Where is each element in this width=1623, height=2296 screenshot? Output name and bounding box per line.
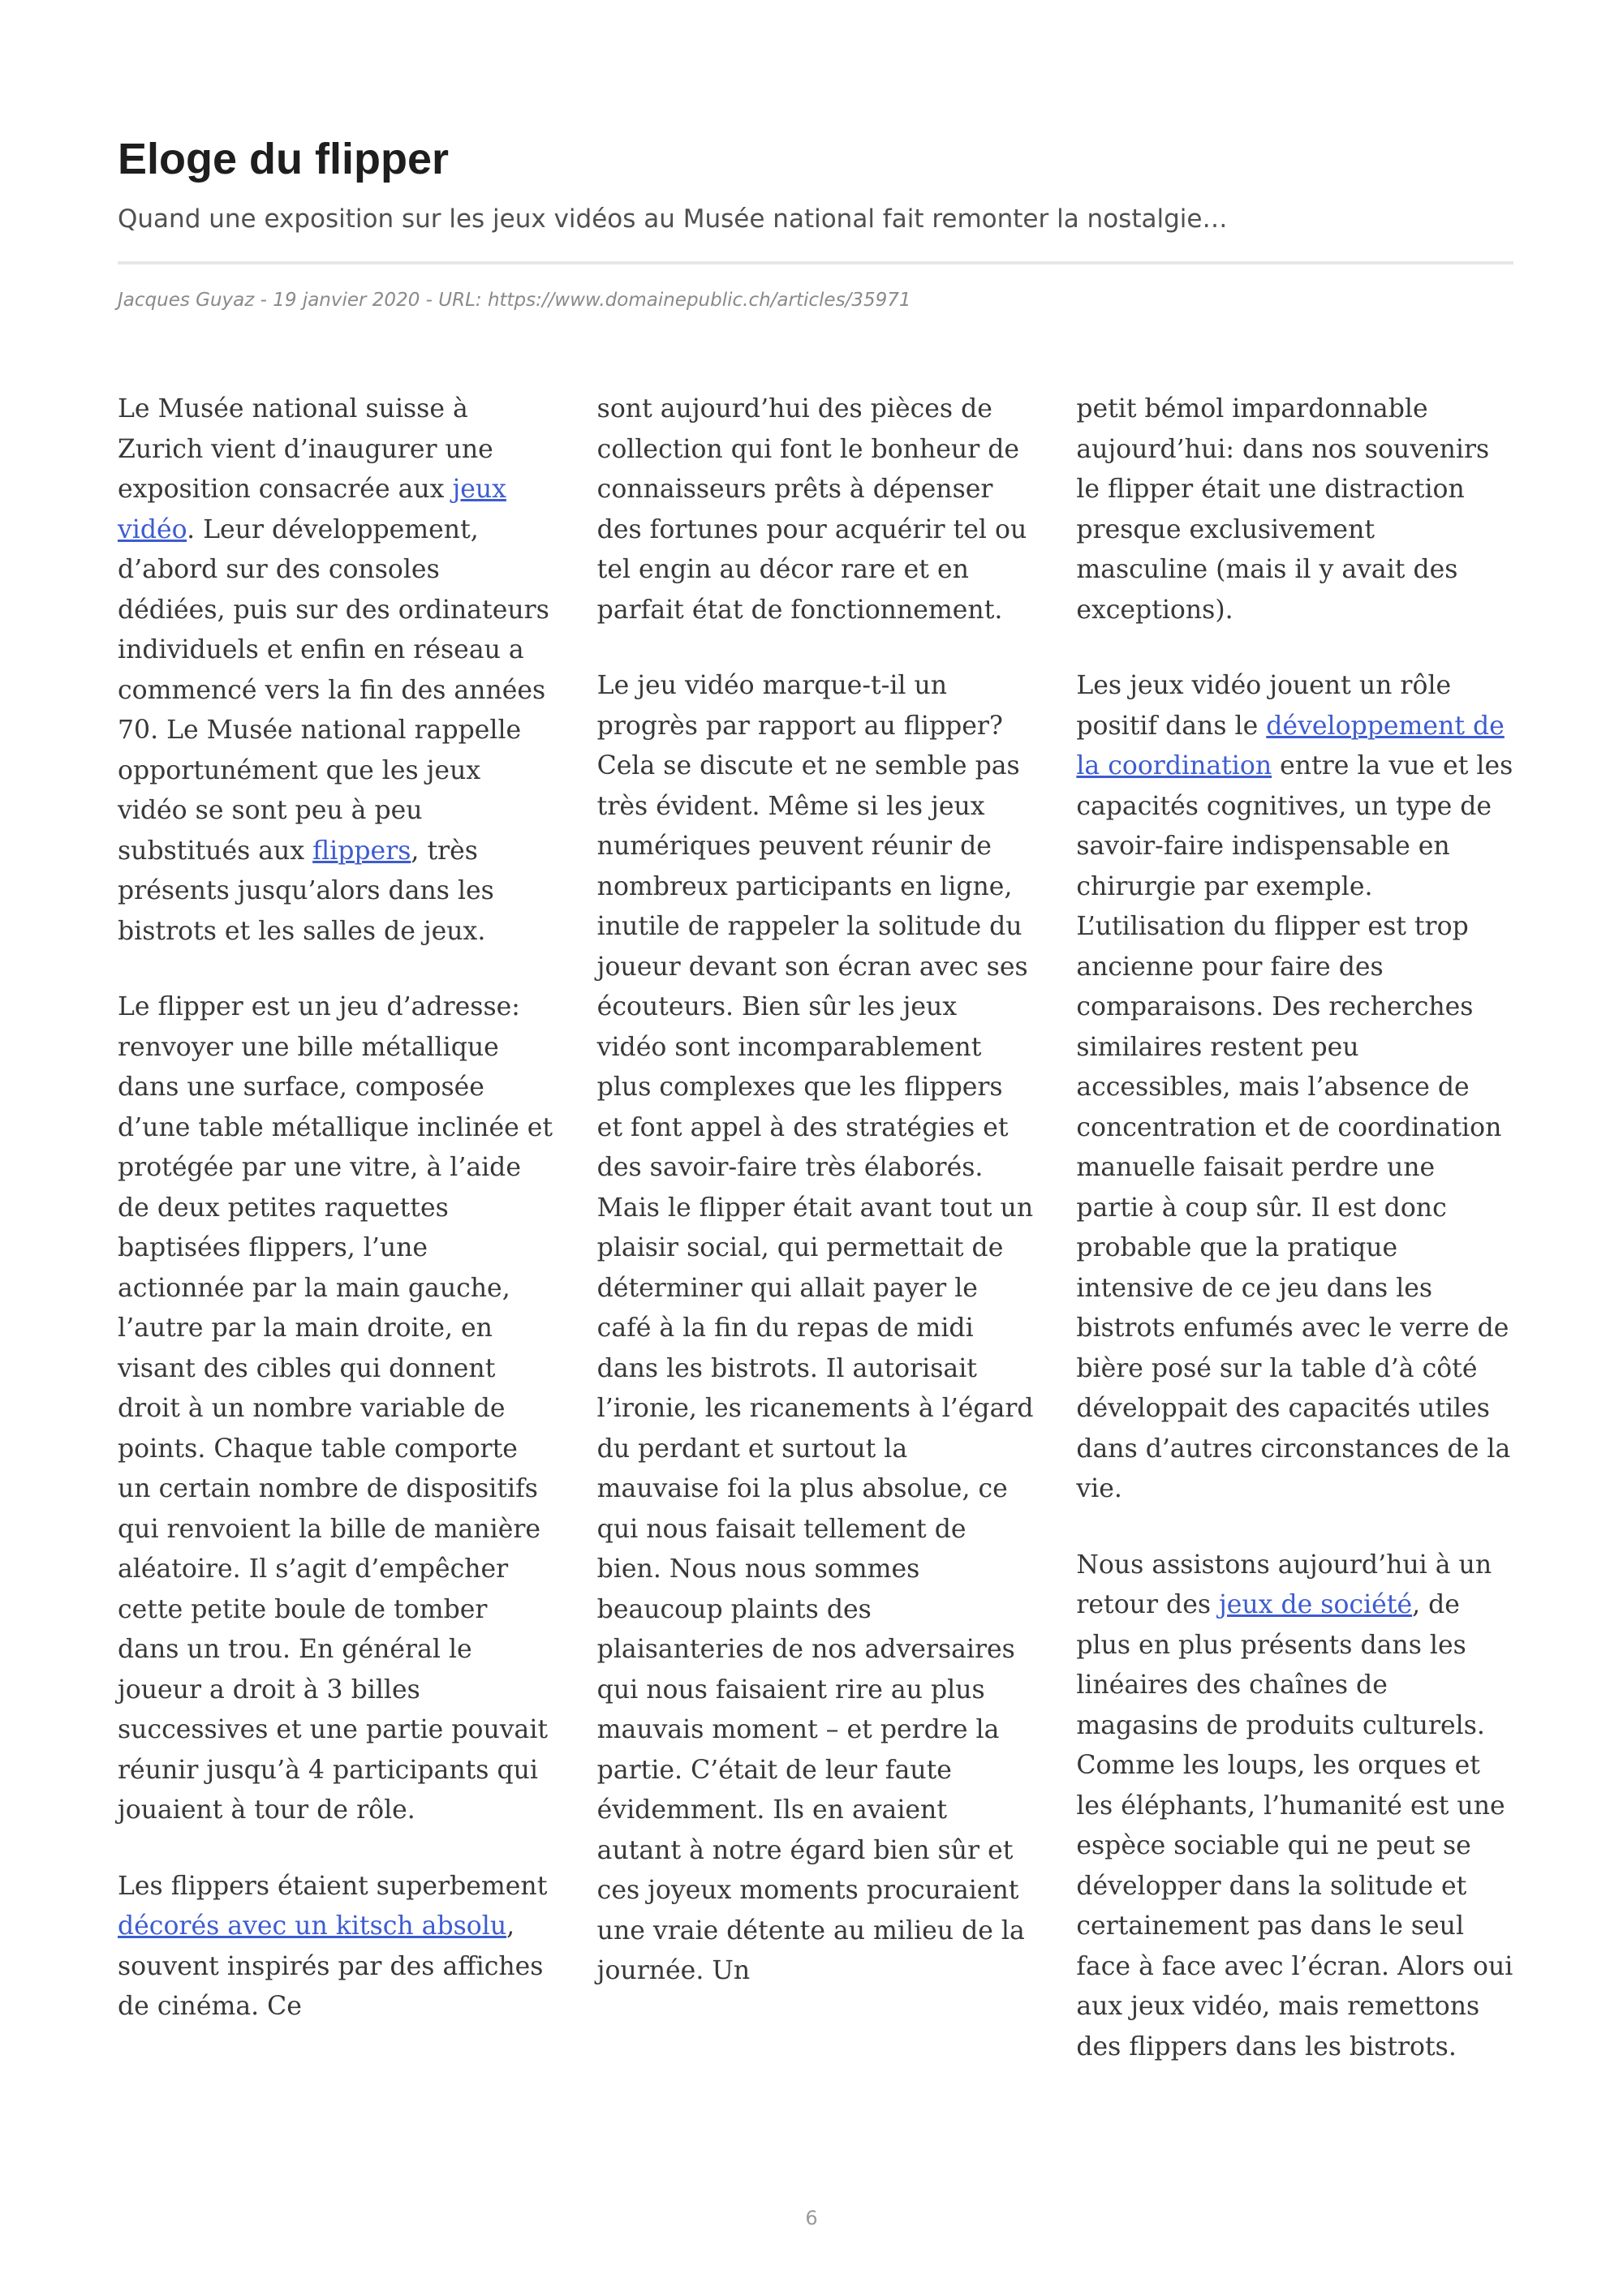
text-run: entre la vue et les capacités cognitives, un type de savoir-faire indispensable en chirurgie par exemple. L’utilisation du flipper est trop ancienne pour faire des comparaisons. Des recherches similaires restent peu accessibles, mais l’absence de concentration et de coordination manuelle faisait perdre une partie à coup sûr. Il est donc probable que la pratique intensive de ce jeu dans les bistrots enfumés avec le verre de bière posé sur la table d’à côté développait des capacités utiles dans d’autres circonstances de la vie. bbox=[1076, 751, 1513, 1503]
article-body bbox=[118, 389, 1513, 2109]
column-2 bbox=[597, 389, 1035, 2109]
paragraph: petit bémol impardonnable aujourd’hui: dans nos souvenirs le flipper était une distraction presque exclusivement masculine (mais il y avait des exceptions). bbox=[1076, 394, 1490, 625]
link-flippers[interactable]: flippers bbox=[312, 836, 411, 866]
link-jeux-video[interactable]: jeux vidéo bbox=[118, 475, 506, 544]
paragraph bbox=[1076, 666, 1513, 1510]
text-run: , très présents jusqu’alors dans les bistrots et les salles de jeux. bbox=[118, 836, 494, 946]
paragraph bbox=[1076, 1546, 1513, 2068]
article-header bbox=[118, 130, 1513, 313]
text-run: Les jeux vidéo jouent un rôle positif dans le bbox=[1076, 671, 1452, 741]
page-number: 6 bbox=[805, 2207, 818, 2229]
article-subtitle: Quand une exposition sur les jeux vidéos au Musée national fait remonter la nostalgie… bbox=[118, 204, 1228, 234]
text-run: . Leur développement, d’abord sur des consoles dédiées, puis sur des ordinateurs individuels et enfin en réseau a commencé vers la fin des années 70. Le Musée national rappelle opportunément que les jeux vidéo se sont peu à peu substitués aux bbox=[118, 514, 549, 866]
text-run: , souvent inspirés par des affiches de cinéma. Ce bbox=[118, 1911, 544, 2021]
text-run: Le Musée national suisse à Zurich vient d’inaugurer une exposition consacrée aux bbox=[118, 394, 493, 504]
link-developpement-coordination[interactable]: développement de la coordination bbox=[1076, 711, 1505, 780]
article-title: Eloge du flipper bbox=[118, 135, 450, 183]
link-decores-kitsch[interactable]: décorés avec un kitsch absolu bbox=[118, 1911, 507, 1941]
text-run: , de plus en plus présents dans les linéaires des chaînes de magasins de produits culturels. Comme les loups, les orques et les éléphants, l’humanité est une espèce sociable qui ne peut se développer dans la solitude et certainement pas dans le seul face à face avec l’écran. Alors oui aux jeux vidéo, mais remettons des flippers dans les bistrots. bbox=[1076, 1590, 1513, 2062]
text-run: Nous assistons aujourd’hui à un retour des bbox=[1076, 1550, 1492, 1619]
paragraph: Le jeu vidéo marque-t-il un progrès par rapport au flipper? Cela se discute et ne semble pas très évident. Même si les jeux numériques peuvent réunir de nombreux participants en ligne, inutile de rappeler la solitude du joueur devant son écran avec ses écouteurs. Bien sûr les jeux vidéo sont incomparablement plus complexes que les flippers et font appel à des stratégies et des savoir-faire très élaborés. Mais le flipper était avant tout un plaisir social, qui permettait de déterminer qui allait payer le café à la fin du repas de midi dans les bistrots. Il autorisait l’ironie, les ricanements à l’égard du perdant et surtout la mauvaise foi la plus absolue, ce qui nous faisait tellement de bien. Nous nous sommes beaucoup plaints des plaisanteries de nos adversaires qui nous faisaient rire au plus mauvais moment – et perdre la partie. C’était de leur faute évidemment. Ils en avaient autant à notre égard bien sûr et ces joyeux moments procuraient une vraie détente au milieu de la journée. Un bbox=[596, 671, 1034, 1985]
paragraph: Le flipper est un jeu d’adresse: renvoyer une bille métallique dans une surface, composée d’une table métallique inclinée et protégée par une vitre, à l’aide de deux petites raquettes baptisées flippers, l’une actionnée par la main gauche, l’autre par la main droite, en visant des cibles qui donnent droit à un nombre variable de points. Chaque table comporte un certain nombre de dispositifs qui renvoient la bille de manière aléatoire. Il s’agit d’empêcher cette petite boule de tomber dans un trou. En général le joueur a droit à 3 billes successives et une partie pouvait réunir jusqu’à 4 participants qui jouaient à tour de rôle. bbox=[118, 992, 553, 1825]
text-run: Les flippers étaient superbement bbox=[118, 1871, 548, 1901]
column-3 bbox=[1076, 389, 1513, 2109]
article-meta: Jacques Guyaz - 19 janvier 2020 - URL: https://www.domainepublic.ch/articles/35971 bbox=[118, 290, 911, 311]
link-jeux-de-societe[interactable]: jeux de société bbox=[1219, 1590, 1413, 1619]
header-divider bbox=[118, 261, 1513, 264]
paragraph bbox=[118, 1867, 555, 2027]
column-1 bbox=[118, 389, 555, 2109]
paragraph: sont aujourd’hui des pièces de collection qui font le bonheur de connaisseurs prêts à dépenser des fortunes pour acquérir tel ou tel engin au décor rare et en parfait état de fonctionnement. bbox=[596, 394, 1027, 625]
paragraph bbox=[118, 389, 555, 952]
